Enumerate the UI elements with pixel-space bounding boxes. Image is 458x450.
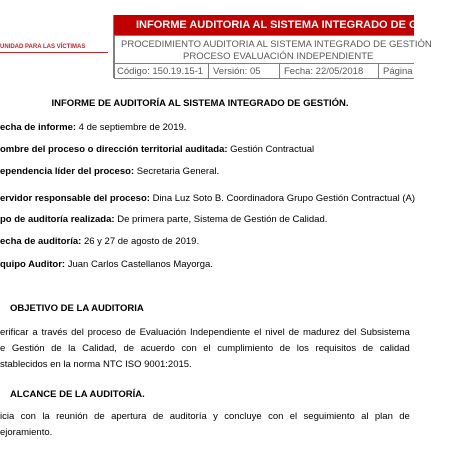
- word: de: [279, 343, 291, 354]
- field-label: po de auditoría realizada:: [0, 214, 115, 225]
- word: proceso: [87, 327, 122, 338]
- field-label: ependencia líder del proceso:: [0, 166, 135, 177]
- word: concluye: [224, 411, 262, 422]
- word: de: [51, 343, 62, 354]
- word: Gestión: [11, 343, 45, 354]
- word: el: [203, 343, 211, 354]
- word: el: [253, 327, 262, 338]
- field-audit-date: [0, 236, 199, 247]
- logo-cell: [0, 15, 114, 78]
- date-separator: [378, 64, 379, 79]
- field-value: Secretaria General.: [134, 166, 220, 177]
- procedure-cell: [114, 35, 432, 64]
- document-header: [0, 0, 458, 80]
- objective-paragraph: [0, 325, 410, 373]
- version-value: Versión: 05: [213, 66, 261, 77]
- word: de: [362, 343, 374, 354]
- field-label: quipo Auditor:: [0, 259, 66, 270]
- field-audit-type: [0, 214, 327, 225]
- word: requisitos: [315, 343, 357, 354]
- word: de: [288, 327, 300, 338]
- word: calidad: [379, 343, 410, 354]
- objective-line-1: [0, 325, 410, 341]
- procedure-line-2: PROCESO EVALUACIÓN INDEPENDIENTE: [183, 51, 374, 62]
- scope-line-2: ejoramiento.: [0, 427, 53, 438]
- field-lead-dependency: [0, 166, 219, 177]
- code-separator: [208, 64, 209, 79]
- word: los: [296, 343, 309, 354]
- word: icia: [0, 411, 15, 422]
- page-label: Página: [383, 66, 413, 77]
- word: del: [343, 327, 357, 338]
- word: Independiente: [189, 327, 251, 338]
- word: a: [32, 327, 38, 338]
- scope-paragraph: [0, 409, 410, 441]
- field-value: 4 de septiembre de 2019.: [76, 122, 187, 133]
- word: con: [20, 411, 36, 422]
- word: de: [94, 411, 105, 422]
- field-value: Juan Carlos Castellanos Mayorga.: [65, 259, 213, 270]
- word: e: [0, 343, 6, 354]
- word: auditoría: [169, 411, 207, 422]
- word: seguimiento: [303, 411, 355, 422]
- word: de: [399, 411, 410, 422]
- code-value: Código: 150.19.15-1: [117, 66, 204, 77]
- word: la: [68, 343, 76, 354]
- word: través: [41, 327, 68, 338]
- objective-line-2: [0, 341, 410, 357]
- word: reunión: [56, 411, 88, 422]
- word: Evaluación: [139, 327, 187, 338]
- scope-heading: ALCANCE DE LA AUDITORÍA.: [10, 389, 145, 400]
- field-value: Dina Luz Soto B. Coordinadora Grupo Gestión Contractual (A): [149, 193, 416, 204]
- field-label: ombre del proceso o dirección territorial auditada:: [0, 144, 228, 155]
- objective-line-3: stablecidos en la norma NTC ISO 9001:2015.: [0, 359, 192, 370]
- word: la: [42, 411, 50, 422]
- scope-line-1: [0, 409, 410, 425]
- date-value: Fecha: 22/05/2018: [284, 66, 364, 77]
- word: cumplimiento: [217, 343, 274, 354]
- word: del: [71, 327, 84, 338]
- word: de: [125, 327, 136, 338]
- word: con: [181, 343, 197, 354]
- word: y: [213, 411, 218, 422]
- field-process-name: [0, 144, 314, 155]
- field-value: Gestión Contractual: [227, 144, 315, 155]
- procedure-line-1: PROCEDIMIENTO AUDITORIA AL SISTEMA INTEGRADO DE GESTIÓN: [121, 39, 432, 50]
- field-value: 26 y 27 de agosto de 2019.: [81, 236, 200, 247]
- word: con: [268, 411, 284, 422]
- field-report-date: [0, 122, 186, 133]
- field-responsible-officer: [0, 193, 415, 204]
- objective-heading: OBJETIVO DE LA AUDITORIA: [10, 303, 144, 314]
- word: Calidad,: [82, 343, 117, 354]
- word: plan: [374, 411, 393, 422]
- field-label: echa de informe:: [0, 122, 77, 133]
- version-separator: [279, 64, 280, 79]
- document-code-row: [114, 63, 414, 79]
- field-value: De primera parte, Sistema de Gestión de Calidad.: [114, 214, 328, 225]
- report-title-banner: INFORME AUDITORIA AL SISTEMA INTEGRADO DE GESTIÓN: [114, 15, 414, 35]
- word: nivel: [265, 327, 285, 338]
- document-title: INFORME DE AUDITORÍA AL SISTEMA INTEGRADO DE GESTIÓN.: [51, 98, 349, 109]
- word: al: [361, 411, 369, 422]
- field-label: echa de auditoría:: [0, 236, 82, 247]
- word: madurez: [302, 327, 340, 338]
- word: el: [289, 411, 298, 422]
- logo-text: UNIDAD PARA LAS VÍCTIMAS: [0, 44, 86, 50]
- word: erificar: [0, 327, 29, 338]
- word: apertura: [111, 411, 147, 422]
- logo-underline: [0, 52, 108, 53]
- word: de: [152, 411, 164, 422]
- field-label: ervidor responsable del proceso:: [0, 193, 150, 204]
- word: Subsistema: [360, 327, 410, 338]
- word: de: [123, 343, 135, 354]
- word: acuerdo: [140, 343, 175, 354]
- field-audit-team: [0, 259, 213, 270]
